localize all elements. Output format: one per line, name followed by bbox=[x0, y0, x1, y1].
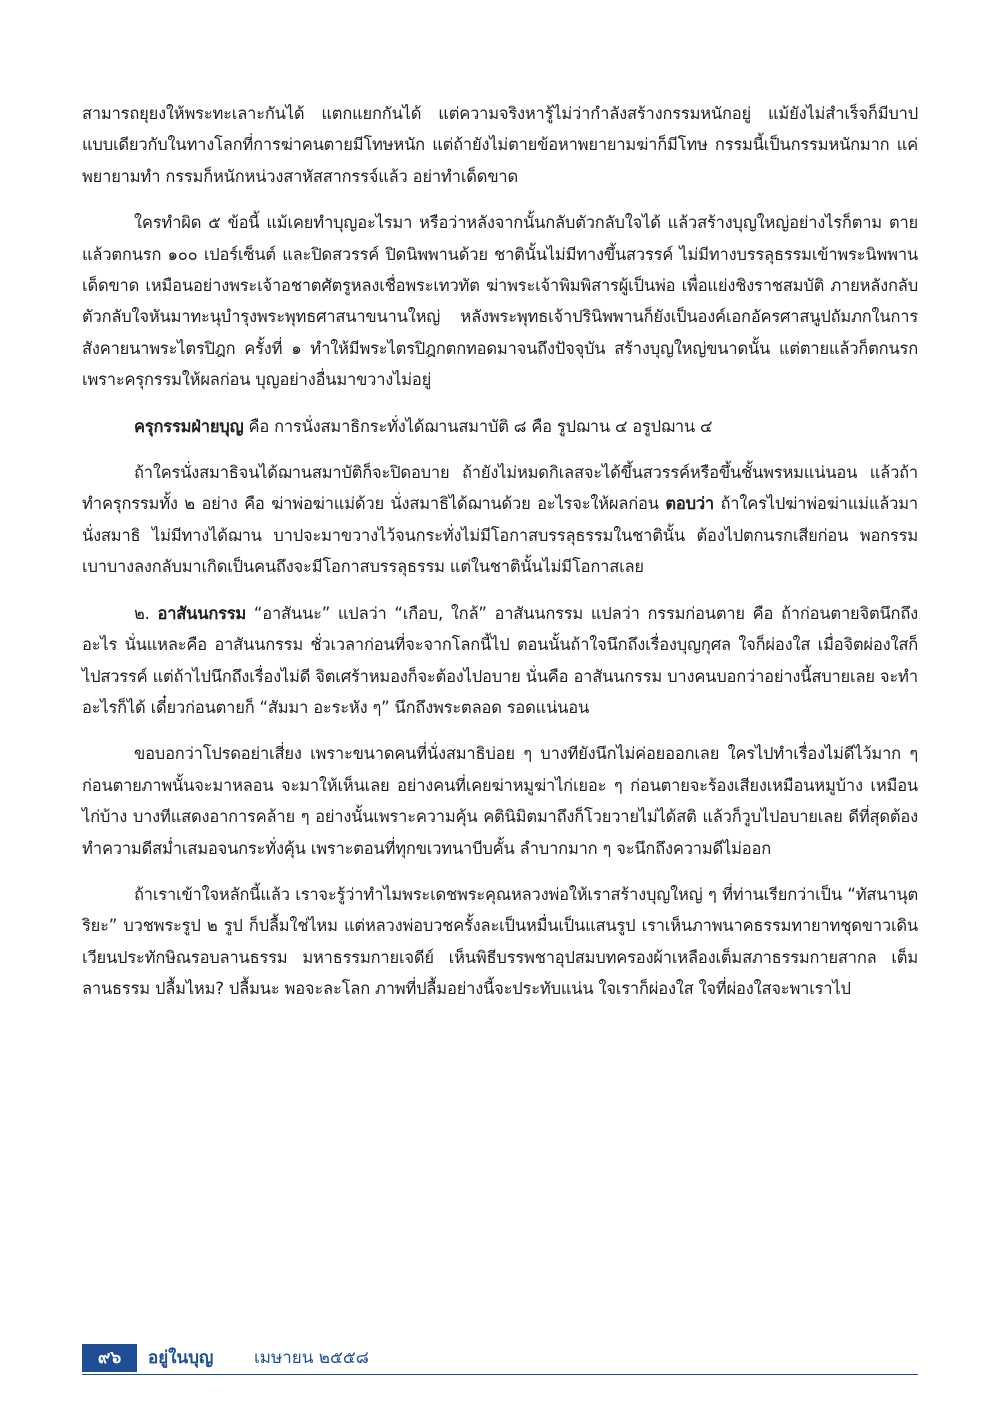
paragraph-5 bbox=[82, 598, 918, 724]
section-number: ๒. bbox=[134, 603, 158, 623]
issue-date: เมษายน ๒๕๕๘ bbox=[254, 1348, 369, 1368]
footer-divider bbox=[82, 1374, 918, 1375]
paragraph-3-text: คือ การนั่งสมาธิกระทั่งได้ฌานสมาบัติ ๘ คือ รูปฌาน ๔ อรูปฌาน ๔ bbox=[243, 416, 713, 436]
article-body bbox=[82, 98, 918, 1005]
paragraph-5-text: “อาสันนะ” แปลว่า “เกือบ, ใกล้” อาสันนกรรม แปลว่า กรรมก่อนตาย คือ ถ้าก่อนตายจิตนึกถึงอะไร นั่นแหละคือ อาสันนกรรม ชั่วเวลาก่อนที่จะจากโลกนี้ไป ตอนนั้นถ้าใจนึกถึงเรื่องบุญกุศล ใจก็ผ่องใส เมื่อจิตผ่องใสก็ไปสวรรค์ แต่ถ้าไปนึกถึงเรื่องไม่ดี จิตเศร้าหมองก็จะต้องไปอบาย นั่นคือ อาสันนกรรม บางคนบอกว่าอย่างนี้สบายเลย จะทำอะไรก็ได้ เดี๋ยวก่อนตายก็ “สัมมา อะระหัง ๆ” นึกถึงพระตลอด รอดแน่นอน bbox=[82, 603, 918, 717]
page-footer bbox=[82, 1344, 918, 1372]
term-asanna-kamma: อาสันนกรรม bbox=[157, 603, 247, 623]
paragraph-7: ถ้าเราเข้าใจหลักนี้แล้ว เราจะรู้ว่าทำไมพระเดชพระคุณหลวงพ่อให้เราสร้างบุญใหญ่ ๆ ที่ท่านเรียกว่าเป็น “ทัสนานุตริยะ” บวชพระรูป ๒ รูป ก็ปลื้มใช่ไหม แต่หลวงพ่อบวชครั้งละเป็นหมื่นเป็นแสนรูป เราเห็นภาพนาคธรรมทายาทชุดขาวเดินเวียนประทักษิณรอบลานธรรม มหาธรรมกายเจดีย์ เห็นพิธีบรรพชาอุปสมบทครองผ้าเหลืองเต็มสภาธรรมกายสากล เต็มลานธรรม ปลื้มไหม? ปลื้มนะ พอจะละโลก ภาพที่ปลื้มอย่างนี้จะประทับแน่น ใจเราก็ผ่องใส ใจที่ผ่องใสจะพาเราไป bbox=[82, 884, 918, 999]
paragraph-6: ขอบอกว่าโปรดอย่าเสี่ยง เพราะขนาดคนที่นั่งสมาธิบ่อย ๆ บางทียังนึกไม่ค่อยออกเลย ใครไปทำเรื่องไม่ดีไว้มาก ๆ ก่อนตายภาพนั้นจะมาหลอน จะมาให้เห็นเลย อย่างคนที่เคยฆ่าหมูฆ่าไก่เยอะ ๆ ก่อนตายจะร้องเสียงเหมือนหมูบ้าง เหมือนไก่บ้าง บางทีแสดงอาการคล้าย ๆ อย่างนั้นเพราะความคุ้น คตินิมิตมาถึงก็โวยวายไม่ได้สติ แล้วก็วูบไปอบายเลย ดีที่สุดต้องทำความดีสม่ำเสมอจนกระทั่งคุ้น เพราะตอนที่ทุกขเวทนาบีบคั้น ลำบากมาก ๆ จะนึกถึงความดีไม่ออก bbox=[82, 744, 918, 858]
paragraph-4-text-a: ถ้าใครนั่งสมาธิจนได้ฌานสมาบัติก็จะปิดอบาย ถ้ายังไม่หมดกิเลสจะได้ขึ้นสวรรค์หรือขึ้นชั้นพรหมแน่นอน แล้วถ้าทำครุกรรมทั้ง ๒ อย่าง คือ ฆ่าพ่อฆ่าแม่ด้วย นั่งสมาธิได้ฌานด้วย อะไรจะให้ผลก่อน bbox=[82, 463, 918, 514]
answer-label: ตอบว่า bbox=[665, 494, 714, 514]
paragraph-3 bbox=[82, 411, 918, 442]
paragraph-4 bbox=[82, 457, 918, 583]
page-number: ๙๖ bbox=[82, 1344, 137, 1372]
magazine-title: อยู่ในบุญ bbox=[148, 1348, 214, 1368]
paragraph-2: ใครทำผิด ๕ ข้อนี้ แม้เคยทำบุญอะไรมา หรือว่าหลังจากนั้นกลับตัวกลับใจได้ แล้วสร้างบุญใหญ่อย่างไรก็ตาม ตายแล้วตกนรก ๑๐๐ เปอร์เซ็นต์ และปิดสวรรค์ ปิดนิพพานด้วย ชาตินั้นไม่มีทางขึ้นสวรรค์ ไม่มีทางบรรลุธรรมเข้าพระนิพพานเด็ดขาด เหมือนอย่างพระเจ้าอชาตศัตรูหลงเชื่อพระเทวทัต ฆ่าพระเจ้าพิมพิสารผู้เป็นพ่อ เพื่อแย่งชิงราชสมบัติ ภายหลังกลับตัวกลับใจหันมาทะนุบำรุงพระพุทธศาสนาขนานใหญ่ หลังพระพุทธเจ้าปรินิพพานก็ยังเป็นองค์เอกอัครศาสนูปถัมภกในการสังคายนาพระไตรปิฎก ครั้งที่ ๑ ทำให้มีพระไตรปิฎกตกทอดมาจนถึงปัจจุบัน สร้างบุญใหญ่ขนาดนั้น แต่ตายแล้วก็ตกนรก เพราะครุกรรมให้ผลก่อน บุญอย่างอื่นมาขวางไม่อยู่ bbox=[82, 213, 918, 390]
paragraph-1: สามารถยุยงให้พระทะเลาะกันได้ แตกแยกกันได้ แต่ความจริงหารู้ไม่ว่ากำลังสร้างกรรมหนักอยู่ แม้ยังไม่สำเร็จก็มีบาป แบบเดียวกับในทางโลกที่การฆ่าคนตายมีโทษหนัก แต่ถ้ายังไม่ตายข้อหาพยายามฆ่าก็มีโทษ กรรมนี้เป็นกรรมหนักมาก แค่พยายามทำ กรรมก็หนักหน่วงสาหัสสากรรจ์แล้ว อย่าทำเด็ดขาด bbox=[82, 104, 918, 186]
paragraph-4-text-b: ถ้าใครไปฆ่าพ่อฆ่าแม่แล้วมานั่งสมาธิ ไม่มีทางได้ฌาน บาปจะมาขวางไว้จนกระทั่งไม่มีโอกาสบรรลุธรรมในชาตินั้น ต้องไปตกนรกเสียก่อน พอกรรมเบาบางลงกลับมาเกิดเป็นคนถึงจะมีโอกาสบรรลุธรรม แต่ในชาตินั้นไม่มีโอกาสเลย bbox=[82, 494, 918, 577]
term-heavy-merit: ครุกรรมฝ่ายบุญ bbox=[134, 416, 244, 436]
